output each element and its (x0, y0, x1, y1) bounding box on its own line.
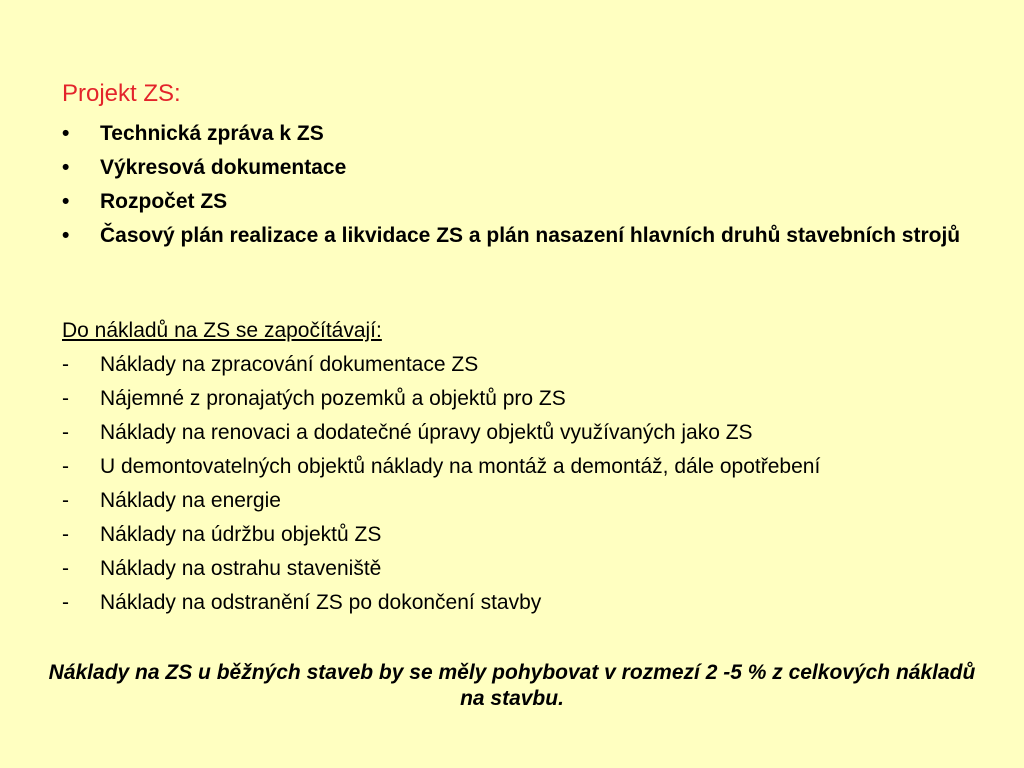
bullet-text: Rozpočet ZS (100, 190, 228, 213)
bullet-text: Časový plán realizace a likvidace ZS a plán nasazení hlavních druhů stavebních strojů (100, 224, 961, 247)
costs-heading: Do nákladů na ZS se započítávají: (62, 319, 382, 342)
bullet-item (62, 156, 962, 180)
dash-marker: - (62, 387, 69, 410)
cost-item (62, 421, 1002, 445)
dash-marker: - (62, 523, 69, 546)
bullet-text: Výkresová dokumentace (100, 156, 347, 179)
cost-item (62, 353, 1002, 377)
dash-marker: - (62, 489, 69, 512)
cost-item (62, 489, 1002, 513)
cost-item-text: Náklady na zpracování dokumentace ZS (100, 353, 479, 376)
bullet-text: Technická zpráva k ZS (100, 122, 324, 145)
cost-item-text: Náklady na ostrahu staveniště (100, 557, 382, 580)
cost-item-list (62, 353, 1002, 625)
cost-item-text: Náklady na údržbu objektů ZS (100, 523, 382, 546)
cost-range-note: Náklady na ZS u běžných staveb by se měly pohybovat v rozmezí 2 -5 % z celkových nákladů na stavbu. (48, 661, 976, 710)
cost-item (62, 455, 1002, 479)
cost-item (62, 591, 1002, 615)
cost-item-text: U demontovatelných objektů náklady na montáž a demontáž, dále opotřebení (100, 455, 821, 478)
cost-item (62, 387, 1002, 411)
cost-item (62, 523, 1002, 547)
bullet-item (62, 224, 962, 248)
dash-marker: - (62, 455, 69, 478)
dash-marker: - (62, 557, 69, 580)
bullet-marker: • (62, 224, 70, 247)
bullet-item (62, 122, 962, 146)
cost-item-text: Náklady na odstranění ZS po dokončení stavby (100, 591, 542, 614)
project-bullet-list (62, 122, 962, 258)
cost-item (62, 557, 1002, 581)
dash-marker: - (62, 421, 69, 444)
slide-title: Projekt ZS: (62, 80, 181, 107)
bullet-marker: • (62, 190, 70, 213)
cost-item-text: Nájemné z pronajatých pozemků a objektů pro ZS (100, 387, 566, 410)
bullet-item (62, 190, 962, 214)
dash-marker: - (62, 353, 69, 376)
cost-item-text: Náklady na energie (100, 489, 281, 512)
bullet-marker: • (62, 156, 70, 179)
cost-item-text: Náklady na renovaci a dodatečné úpravy objektů využívaných jako ZS (100, 421, 753, 444)
dash-marker: - (62, 591, 69, 614)
bullet-marker: • (62, 122, 70, 145)
